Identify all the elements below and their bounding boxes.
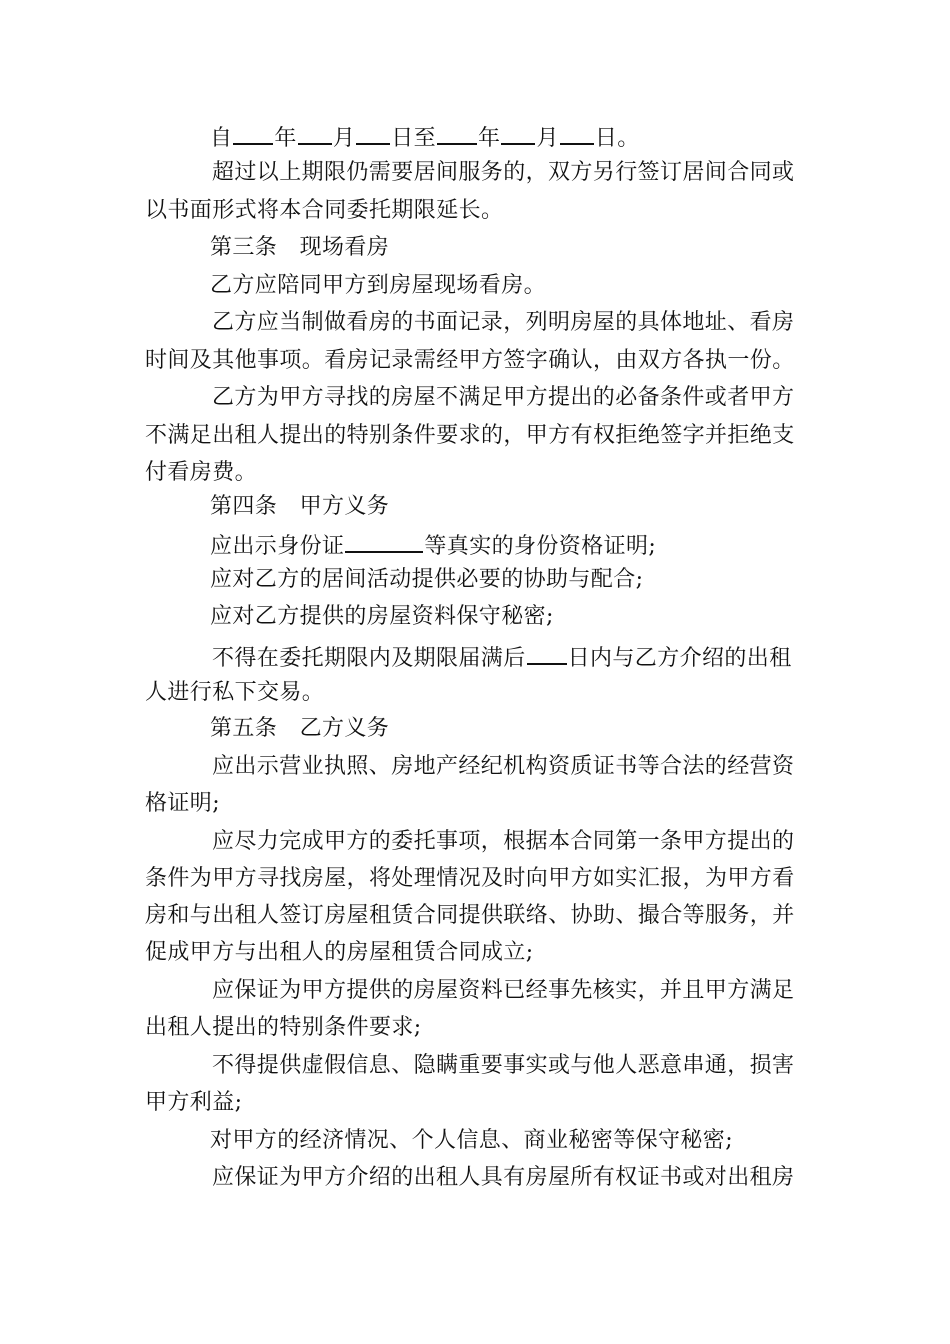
paragraph-line: 时间及其他事项。看房记录需经甲方签字确认，由双方各执一份。: [145, 348, 795, 373]
no-private-deal-suffix: 日内与乙方介绍的出租: [567, 646, 792, 671]
paragraph-line: 应保证为甲方介绍的出租人具有房屋所有权证书或对出租房: [212, 1165, 795, 1190]
start-day-blank: [356, 121, 390, 145]
end-day-label: 日。: [594, 126, 640, 151]
paragraph-line: 对甲方的经济情况、个人信息、商业秘密等保守秘密;: [210, 1128, 734, 1153]
id-proof-blank: [345, 529, 423, 553]
article-5-heading: 第五条 乙方义务: [210, 716, 390, 741]
paragraph-line: 应对乙方的居间活动提供必要的协助与配合;: [210, 567, 644, 592]
paragraph-line: 超过以上期限仍需要居间服务的，双方另行签订居间合同或: [212, 160, 795, 185]
end-month-blank: [501, 121, 535, 145]
start-month-label: 月: [332, 126, 356, 151]
start-month-blank: [298, 121, 332, 145]
end-day-blank: [560, 121, 594, 145]
paragraph-line: 乙方应陪同甲方到房屋现场看房。: [210, 273, 547, 298]
paragraph-line: 出租人提出的特别条件要求;: [145, 1015, 422, 1040]
paragraph-line: 房和与出租人签订房屋租赁合同提供联络、协助、撮合等服务，并: [145, 903, 795, 928]
paragraph-line: 应尽力完成甲方的委托事项，根据本合同第一条甲方提出的: [212, 829, 795, 854]
date-prefix: 自: [210, 126, 233, 151]
paragraph-line: 不得提供虚假信息、隐瞒重要事实或与他人恶意串通，损害: [212, 1053, 795, 1078]
start-year-label: 年: [274, 126, 297, 151]
end-year-label: 年: [478, 126, 501, 151]
id-proof-line: [210, 529, 656, 562]
no-private-deal-prefix: 不得在委托期限内及期限届满后: [212, 646, 526, 671]
paragraph-line: 人进行私下交易。: [145, 680, 325, 705]
end-month-label: 月: [536, 126, 559, 151]
end-year-blank: [437, 121, 477, 145]
no-private-deal-line: [212, 641, 792, 674]
start-year-blank: [233, 121, 273, 145]
paragraph-line: 应出示营业执照、房地产经纪机构资质证书等合法的经营资: [212, 754, 795, 779]
id-proof-prefix: 应出示身份证: [210, 534, 345, 559]
article-4-heading: 第四条 甲方义务: [210, 494, 390, 519]
days-blank: [527, 641, 567, 665]
paragraph-line: 促成甲方与出租人的房屋租赁合同成立;: [145, 940, 534, 965]
id-proof-suffix: 等真实的身份资格证明;: [424, 534, 657, 559]
paragraph-line: 乙方为甲方寻找的房屋不满足甲方提出的必备条件或者甲方: [212, 385, 795, 410]
paragraph-line: 格证明;: [145, 791, 221, 816]
article-3-heading: 第三条 现场看房: [210, 235, 390, 260]
paragraph-line: 应保证为甲方提供的房屋资料已经事先核实，并且甲方满足: [212, 978, 795, 1003]
paragraph-line: 甲方利益;: [145, 1090, 243, 1115]
paragraph-line: 以书面形式将本合同委托期限延长。: [145, 198, 504, 223]
paragraph-line: 付看房费。: [145, 460, 258, 485]
paragraph-line: 应对乙方提供的房屋资料保守秘密;: [210, 604, 554, 629]
paragraph-line: 不满足出租人提出的特别条件要求的，甲方有权拒绝签字并拒绝支: [145, 423, 795, 448]
paragraph-line: 乙方应当制做看房的书面记录，列明房屋的具体地址、看房: [212, 310, 795, 335]
paragraph-line: 条件为甲方寻找房屋，将处理情况及时向甲方如实汇报，为甲方看: [145, 866, 795, 891]
term-date-range-line: [210, 121, 640, 154]
start-day-to-label: 日至: [391, 126, 437, 151]
